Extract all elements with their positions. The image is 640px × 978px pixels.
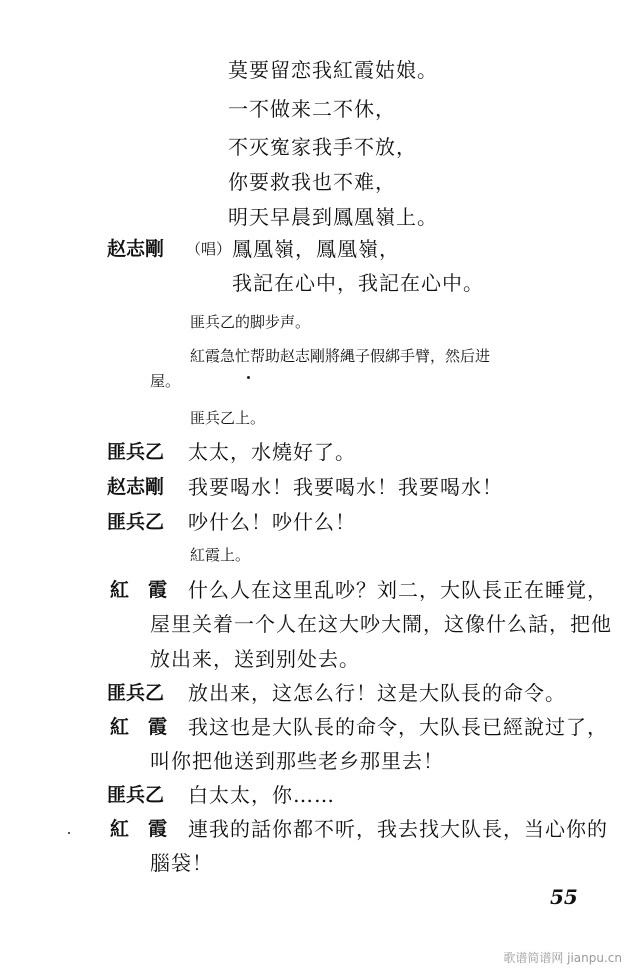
- dialogue-4-line-1: 什么人在这里乱吵？刘二，大队長正在睡覚，: [188, 578, 608, 602]
- speaker-bandit-b: 匪兵乙: [107, 784, 165, 806]
- site-watermark: 歌谱简谱网 jianpu.cn: [503, 951, 622, 965]
- stage-direction-2: 紅霞急忙帮助赵志剛將縄子假綁手臂，然后进: [190, 347, 491, 365]
- verse-line-1: 莫要留恋我紅霞姑娘。: [228, 58, 438, 82]
- dialogue-6-line-1: 我这也是大队長的命令，大队長已經說过了，: [188, 715, 608, 739]
- stage-direction-1: 匪兵乙的脚步声。: [190, 313, 311, 331]
- stage-direction-3: 匪兵乙上。: [190, 409, 266, 427]
- dialogue-6-line-2: 叫你把他送到那些老乡那里去！: [150, 749, 444, 773]
- dialogue-4-line-2: 屋里关着一个人在这大吵大鬧，这像什么話，把他: [150, 612, 612, 636]
- speaker-hongxia: 紅 霞: [110, 818, 168, 840]
- dialogue-8-line-2: 腦袋！: [150, 851, 213, 875]
- speaker-hongxia: 紅 霞: [110, 579, 168, 601]
- ink-speck: [247, 376, 250, 379]
- dialogue-4-line-3: 放出来，送到别处去。: [150, 647, 360, 671]
- speaker-zhao-zhigang: 赵志剛: [107, 476, 165, 498]
- verse-line-2: 一不做来二不休，: [228, 97, 396, 121]
- speaker-hongxia: 紅 霞: [110, 716, 168, 738]
- dialogue-2: 我要喝水！我要喝水！我要喝水！: [188, 475, 503, 499]
- verse-line-4: 你要救我也不难，: [228, 170, 396, 194]
- dialogue-1: 太太，水燒好了。: [188, 440, 356, 464]
- sung-line-1: 鳳凰嶺，鳳凰嶺，: [232, 237, 400, 261]
- verse-line-3: 不灭寃家我手不放，: [228, 135, 417, 159]
- ink-speck: [68, 832, 70, 834]
- verse-line-5: 明天早晨到鳳凰嶺上。: [228, 205, 438, 229]
- dialogue-8-line-1: 連我的話你都不听，我去找大队長，当心你的: [188, 817, 608, 841]
- speaker-zhao-zhigang: 赵志剛: [107, 238, 165, 260]
- dialogue-7: 白太太，你……: [188, 783, 335, 807]
- speaker-bandit-b: 匪兵乙: [107, 682, 165, 704]
- page-number: 55: [550, 885, 578, 909]
- singing-cue: （唱）: [186, 240, 232, 258]
- speaker-bandit-b: 匪兵乙: [107, 511, 165, 533]
- sung-line-2: 我記在心中，我記在心中。: [232, 271, 484, 295]
- stage-direction-2-cont: 屋。: [150, 372, 181, 390]
- stage-direction-4: 紅霞上。: [190, 546, 251, 564]
- dialogue-3: 吵什么！吵什么！: [188, 510, 356, 534]
- speaker-bandit-b: 匪兵乙: [107, 441, 165, 463]
- dialogue-5: 放出来，这怎么行！这是大队長的命令。: [188, 681, 566, 705]
